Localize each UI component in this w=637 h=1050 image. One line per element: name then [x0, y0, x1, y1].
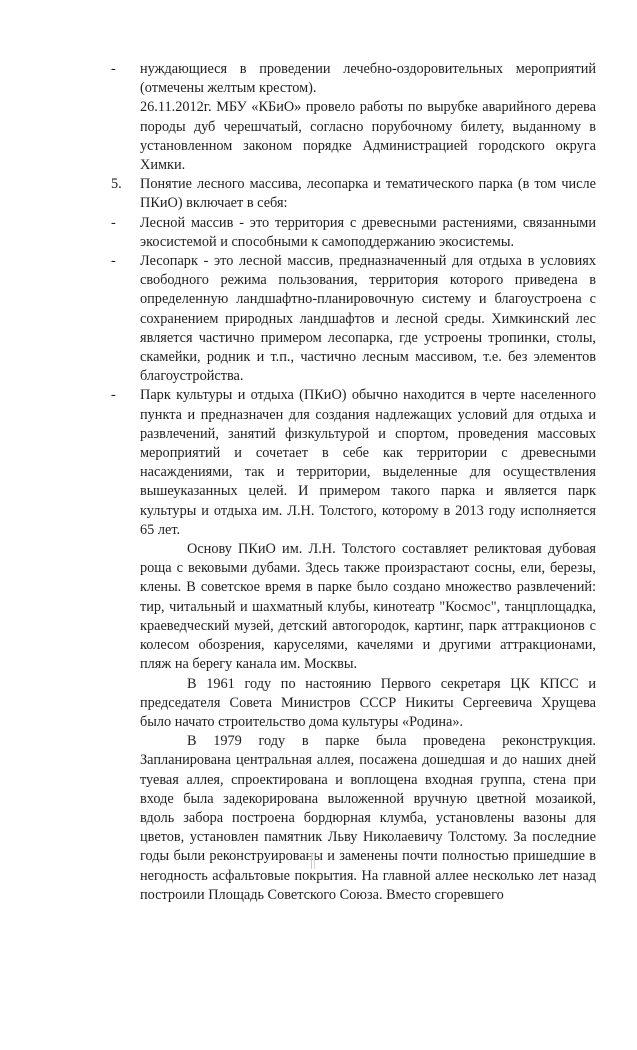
list-item-dash-1 — [0, 60, 637, 98]
document-body — [0, 60, 637, 905]
list-marker: - — [111, 61, 116, 77]
list-marker: 5. — [111, 176, 122, 193]
list-item-text: Понятие лесного массива, лесопарка и тематического парка (в том числе ПКиО) включает в себя: — [140, 176, 596, 212]
numbered-item-5 — [0, 175, 637, 213]
list-marker: - — [111, 253, 116, 270]
paragraph-tree-removal: 26.11.2012г. МБУ «КБиО» провело работы по вырубке аварийного дерева породы дуб черешчатый, согласно порубочному билету, выданному в установленном законом порядке Администрацией городского округа Химки. — [140, 99, 596, 174]
list-item-text: Лесопарк - это лесной массив, предназначенный для отдыха в условиях свободного режима пользования, территория которого приведена в определенную ландшафтно-планировочную систему и благоустроена с сохранением природных ландшафтов и лесной среды. Химкинский лес является частично примером лесопарка, где устроены тропинки, столы, скамейки, родник и т.п., частично лесным массивом, т.е. без элементов благоустройства. — [140, 253, 596, 385]
list-item-forest-park — [0, 252, 637, 386]
paragraph-oak-grove: Основу ПКиО им. Л.Н. Толстого составляет реликтовая дубовая роща с вековыми дубами. Здесь также произрастают сосны, ели, березы, клены. В советское время в парке было создано множество развлечений: тир, читальный и шахматный клубы, кинотеатр "Космос", танцплощадка, краеведческий музей, детский автогородок, картинг, парк аттракционов с колесом обозрения, каруселями, качелями и другими аттракционами, пляж на берегу канала им. Москвы. — [140, 541, 596, 673]
list-marker: - — [111, 387, 116, 404]
list-item-text: нуждающиеся в проведении лечебно-оздоровительных мероприятий (отмечены желтым крестом). — [140, 61, 596, 97]
list-marker: - — [111, 214, 116, 231]
list-item-text: Парк культуры и отдыха (ПКиО) обычно находится в черте населенного пункта и предназначен для создания надлежащих условий для отдыха и развлечений, занятий физкультурой и спортом, проведения массовых мероприятий и сочетает в себе как территории с древесными насаждениями, так и территории, выделенные для осуществления вышеуказанных целей. И примером такого парка и является парк культуры и отдыха им. Л.Н. Толстого, которому в 2013 году исполняется 65 лет. — [140, 387, 596, 538]
paragraph-rodina-1961: В 1961 году по настоянию Первого секретаря ЦК КПСС и председателя Совета Министров СССР Никиты Сергеевича Хрущева было начато строительство дома культуры «Родина». — [140, 675, 596, 730]
paragraph-reconstruction-1979: В 1979 году в парке была проведена реконструкция. Запланирована центральная аллея, посажена дошедшая и до наших дней туевая аллея, спроектирована и воплощена входная группа, стена при входе была задекорирована выложенной вручную цветной мозаикой, вдоль забора построена бордюрная клумба, установлены вазоны для цветов, установлен памятник Льву Николаевичу Толстому. За последние годы были реконструированы и заменены почти полностью пришедшие в негодность асфальтовые покрытия. На главной аллее несколько лет назад построили Площадь Советского Союза. Вместо сгоревшего — [140, 733, 596, 903]
scan-artifact — [311, 853, 315, 869]
list-item-culture-park — [0, 386, 637, 540]
list-item-text: Лесной массив - это территория с древесными растениями, связанными экосистемой и способными к самоподдержанию экосистемы. — [140, 214, 596, 250]
list-item-forest-massif — [0, 214, 637, 252]
